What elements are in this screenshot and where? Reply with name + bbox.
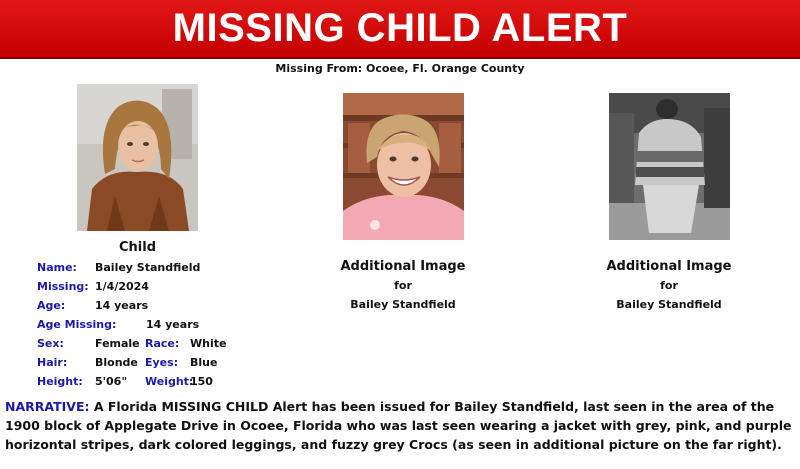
additional-image-for: for	[660, 279, 678, 292]
name-value: Bailey Standfield	[95, 261, 201, 274]
sex-label: Sex:	[37, 337, 64, 350]
additional-image-title: Additional Image	[606, 259, 732, 274]
additional-image-caption-1	[303, 259, 503, 311]
additional-image-title: Additional Image	[340, 259, 466, 274]
additional-image-name: Bailey Standfield	[616, 298, 722, 311]
child-label: Child	[118, 240, 156, 255]
height-label: Height:	[37, 375, 83, 388]
hair-label: Hair:	[37, 356, 68, 369]
age-missing-label: Age Missing:	[37, 318, 117, 331]
weight-label: Weight:	[145, 375, 194, 388]
additional-image-caption-2	[569, 259, 769, 311]
race-label: Race:	[145, 337, 180, 350]
additional-image-name: Bailey Standfield	[350, 298, 456, 311]
additional-photo-2	[609, 93, 730, 240]
missing-value: 1/4/2024	[95, 280, 149, 293]
alert-title: MISSING CHILD ALERT	[172, 6, 628, 50]
additional-photo-1	[343, 93, 464, 240]
narrative-text: A Florida MISSING CHILD Alert has been issued for Bailey Standfield, last seen in the area of the 1900 block of Applegate Drive in Ocoee, Florida who was last seen wearing a jacket with grey, pink, and purple horizontal stripes, dark colored leggings, and fuzzy grey Crocs (as seen in additional picture on the far right).	[5, 399, 792, 452]
hair-value: Blonde	[95, 356, 138, 369]
age-label: Age:	[37, 299, 66, 312]
additional-image-for: for	[394, 279, 412, 292]
height-value: 5'06"	[95, 375, 128, 388]
missing-from-location: Missing From: Ocoee, Fl. Orange County	[275, 62, 525, 75]
narrative	[5, 397, 797, 454]
age-missing-value: 14 years	[146, 318, 200, 331]
age-value: 14 years	[95, 299, 149, 312]
race-value: White	[190, 337, 227, 350]
child-photo	[77, 84, 198, 231]
eyes-value: Blue	[190, 356, 218, 369]
weight-value: 150	[190, 375, 213, 388]
name-label: Name:	[37, 261, 77, 274]
narrative-label: NARRATIVE:	[5, 399, 90, 414]
sex-value: Female	[95, 337, 140, 350]
alert-banner	[0, 0, 800, 59]
eyes-label: Eyes:	[145, 356, 179, 369]
missing-label: Missing:	[37, 280, 89, 293]
